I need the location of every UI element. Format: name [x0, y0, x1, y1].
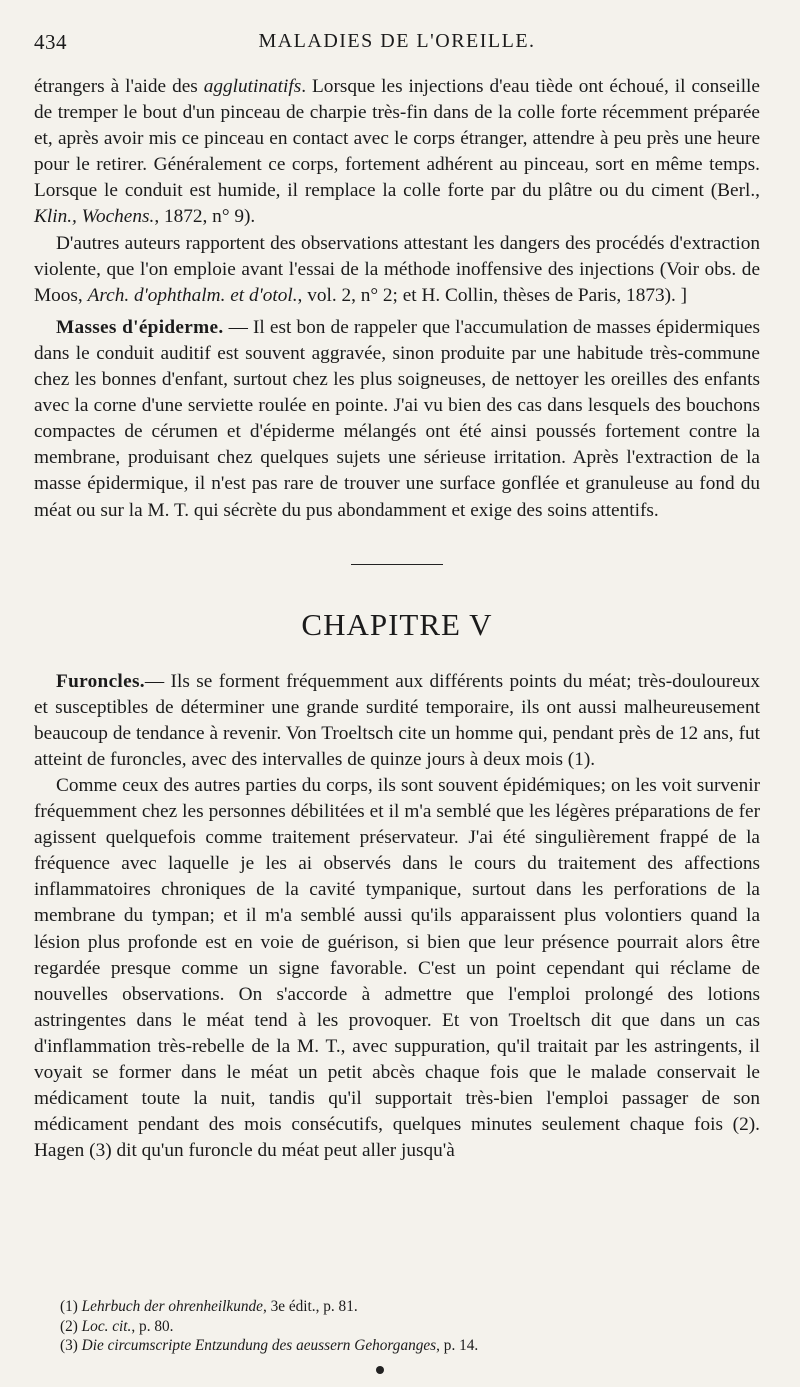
page-number: 434: [34, 30, 67, 54]
footnote-number: (2): [60, 1317, 82, 1335]
footnote-text: , p. 14.: [436, 1337, 479, 1354]
footnote-text: , 3e édit., p. 81.: [262, 1298, 358, 1315]
paragraph-continuation: [34, 74, 760, 231]
text-run: — Il est bon de rappeler que l'accumulation de masses épidermiques dans le conduit auditif est souvent aggravée, sinon produite par une habitude très-commune chez les bonnes d'enfant, surtout chez les plus soigneuses, de nettoyer les oreilles des enfants avec la corne d'une serviette roulée en pointe. J'ai vu bien des cas dans lesquels des bouchons compactes de cérumen et d'épiderme mélangés ont été ainsi poussés fortement contre la membrane, produisant chez quelques sujets une sérieuse irritation. Après l'extraction de la masse épidermique, il n'est pas rare de trouver une surface gonflée et granuleuse au fond du méat ou sur la M. T. qui sécrète du pus abondamment et exige des soins attentifs.: [34, 316, 760, 521]
text-run: Comme ceux des autres parties du corps, ils sont souvent épidémiques; on les voit survenir fréquemment chez les personnes débilitées et il m'a semblé que les légères préparations de fer agissent quelquefois comme traitement préservateur. J'ai été singulièrement frappé de la fréquence avec laquelle je les ai observés dans le cours du traitement des affections inflammatoires chroniques de la cavité tympanique, surtout dans les perforations de la membrane du tympan; et il m'a semblé aussi qu'ils apparaissent plus volontiers quand la lésion plus profonde est en voie de guérison, si bien que leur présence pourrait alors être regardée presque comme un signe favorable. C'est un point cependant qui réclame de nouvelles observations. On s'accorde à admettre que l'emploi prolongé des lotions astringentes dans le méat tend à les provoquer. Et von Troeltsch dit que dans un cas d'inflammation très-rebelle de la M. T., avec suppuration, qu'il traitait par les astringents, il voyait se former dans le méat un petit abcès chaque fois que le malade conservait le médicament toute la nuit, tandis qu'il supportait très-bien l'emploi passager de son médicament pendant des mois consécutifs, quelques minutes seulement chaque fois (2). Hagen (3) dit qu'un furoncle du méat peut aller jusqu'à: [34, 774, 760, 1162]
paragraph-masses-epiderme: [34, 315, 760, 524]
footnote-1: [60, 1297, 478, 1317]
footnote-title: Die circumscripte Entzundung des aeussern Gehorganges: [81, 1337, 437, 1354]
page-header: [34, 30, 760, 60]
body-text: [34, 74, 760, 524]
ink-dot: [376, 1366, 384, 1374]
footnote-number: (3): [60, 1337, 82, 1354]
chapter-title: CHAPITRE V: [301, 606, 493, 642]
footnote-3: [60, 1336, 478, 1356]
chapter-body: [34, 669, 760, 1165]
paragraph-furoncles: [34, 669, 760, 773]
section-divider: [351, 564, 443, 565]
journal-citation: Arch. d'ophthalm. et d'otol.: [87, 284, 298, 306]
footnotes: [60, 1297, 478, 1356]
paragraph: [34, 773, 760, 1164]
footnote-2: [60, 1317, 478, 1337]
section-heading-furoncles: Furoncles.: [56, 670, 145, 692]
paragraph: [34, 231, 760, 309]
footnote-title: Lehrbuch der ohrenheilkunde: [81, 1298, 263, 1315]
journal-citation: Klin., Wochens.: [34, 206, 155, 228]
italic-term: agglutinatifs: [203, 76, 302, 97]
text-run: . Lorsque les injections d'eau tiède ont échoué, il conseille de tremper le bout d'un pinceau de charpie très-fin dans de la colle forte récemment préparée et, après avoir mis ce pinceau en contact avec le corps étranger, attendre à peu près une heure pour le retirer. Généralement ce corps, fortement adhérent au pinceau, sort en même temps. Lorsque le conduit est humide, il remplace la colle forte par du plâtre ou du ciment (Berl.,: [34, 76, 760, 202]
text-run: étrangers à l'aide des: [34, 76, 204, 97]
text-run: — Ils se forment fréquemment aux différents points du méat; très-douloureux et susceptibles de déterminer une grande surdité temporaire, ils ont aussi malheureusement beaucoup de tendance à revenir. Von Troeltsch cite un homme qui, pendant près de 12 ans, fut atteint de furoncles, avec des intervalles de quinze jours à deux mois (1).: [34, 670, 760, 770]
footnote-number: (1): [60, 1298, 82, 1315]
text-run: D'autres auteurs rapportent des observations attestant les dangers des procédés d'extraction violente, que l'on emploie avant l'essai de la méthode inoffensive des injections (Voir obs. de Moos,: [34, 232, 760, 306]
section-heading-masses-epiderme: Masses d'épiderme.: [56, 316, 224, 338]
text-run: , 1872, n° 9).: [154, 206, 256, 228]
footnote-title: Loc. cit.: [81, 1317, 132, 1335]
running-head: MALADIES DE L'OREILLE.: [258, 30, 536, 52]
footnote-text: , p. 80.: [131, 1317, 174, 1335]
text-run: , vol. 2, n° 2; et H. Collin, thèses de Paris, 1873). ]: [297, 284, 688, 306]
page: [34, 30, 760, 1164]
